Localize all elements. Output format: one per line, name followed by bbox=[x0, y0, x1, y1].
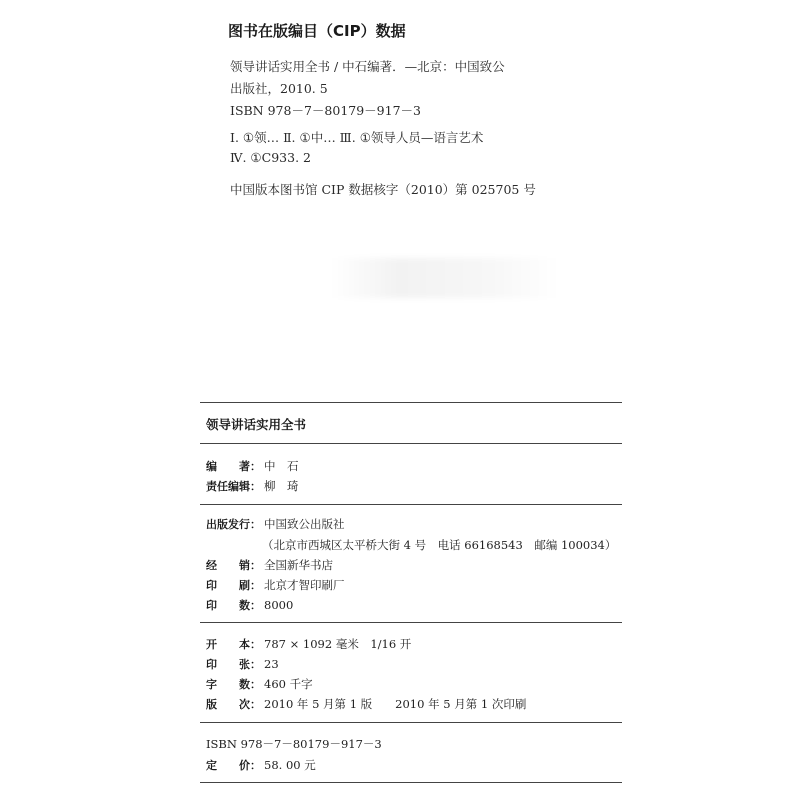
print-run-value: 8000 bbox=[264, 598, 294, 612]
price-row bbox=[206, 757, 316, 773]
distributor-label: 经 销： bbox=[206, 559, 261, 572]
show-through-artifact bbox=[330, 258, 560, 298]
printer-value: 北京才智印刷厂 bbox=[264, 578, 345, 592]
rule-bottom bbox=[200, 782, 622, 783]
responsible-editor-row bbox=[206, 478, 299, 494]
cip-line-5: Ⅳ. ①C933. 2 bbox=[230, 150, 311, 165]
words-row bbox=[206, 676, 313, 692]
rule-after-specs bbox=[200, 722, 622, 723]
rule-top bbox=[200, 402, 622, 403]
distributor-value: 全国新华书店 bbox=[264, 558, 333, 572]
cip-line-2: 出版社，2010. 5 bbox=[230, 81, 328, 96]
format-value: 787 × 1092 毫米 1/16 开 bbox=[264, 637, 412, 651]
publisher-address: （北京市西城区太平桥大街 4 号 电话 66168543 邮编 100034） bbox=[262, 538, 617, 552]
print-run-row bbox=[206, 597, 293, 613]
cip-line-3: ISBN 978－7－80179－917－3 bbox=[230, 103, 421, 118]
editor-value: 中 石 bbox=[264, 459, 299, 473]
rule-after-title bbox=[200, 443, 622, 444]
rule-after-editors bbox=[200, 504, 622, 505]
printer-label: 印 刷： bbox=[206, 579, 261, 592]
cip-title: 图书在版编目（CIP）数据 bbox=[228, 22, 406, 40]
edition-row bbox=[206, 696, 526, 712]
words-label: 字 数： bbox=[206, 678, 261, 691]
format-row bbox=[206, 636, 411, 652]
distributor-row bbox=[206, 557, 333, 573]
responsible-editor-label: 责任编辑： bbox=[206, 480, 261, 493]
responsible-editor-value: 柳 琦 bbox=[264, 479, 299, 493]
book-name: 领导讲话实用全书 bbox=[206, 417, 307, 432]
words-value: 460 千字 bbox=[264, 677, 313, 691]
format-label: 开 本： bbox=[206, 638, 261, 651]
print-run-label: 印 数： bbox=[206, 599, 261, 612]
price-value: 58. 00 元 bbox=[264, 758, 316, 772]
publisher-label: 出版发行： bbox=[206, 518, 261, 531]
editor-label: 编 著： bbox=[206, 460, 261, 473]
printer-row bbox=[206, 577, 345, 593]
cip-line-6: 中国版本图书馆 CIP 数据核字（2010）第 025705 号 bbox=[230, 182, 536, 197]
cip-line-4: Ⅰ. ①领… Ⅱ. ①中… Ⅲ. ①领导人员—语言艺术 bbox=[230, 130, 484, 145]
publisher-value: 中国致公出版社 bbox=[264, 517, 345, 531]
edition-value: 2010 年 5 月第 1 版 2010 年 5 月第 1 次印刷 bbox=[264, 697, 527, 711]
sheets-row bbox=[206, 656, 279, 672]
editor-row bbox=[206, 458, 299, 474]
price-label: 定 价： bbox=[206, 759, 261, 772]
sheets-label: 印 张： bbox=[206, 658, 261, 671]
isbn-line: ISBN 978－7－80179－917－3 bbox=[206, 737, 382, 751]
sheets-value: 23 bbox=[264, 657, 279, 671]
rule-after-publishing bbox=[200, 622, 622, 623]
publisher-row bbox=[206, 516, 345, 532]
cip-line-1: 领导讲话实用全书 / 中石编著．—北京：中国致公 bbox=[230, 59, 505, 74]
edition-label: 版 次： bbox=[206, 698, 261, 711]
